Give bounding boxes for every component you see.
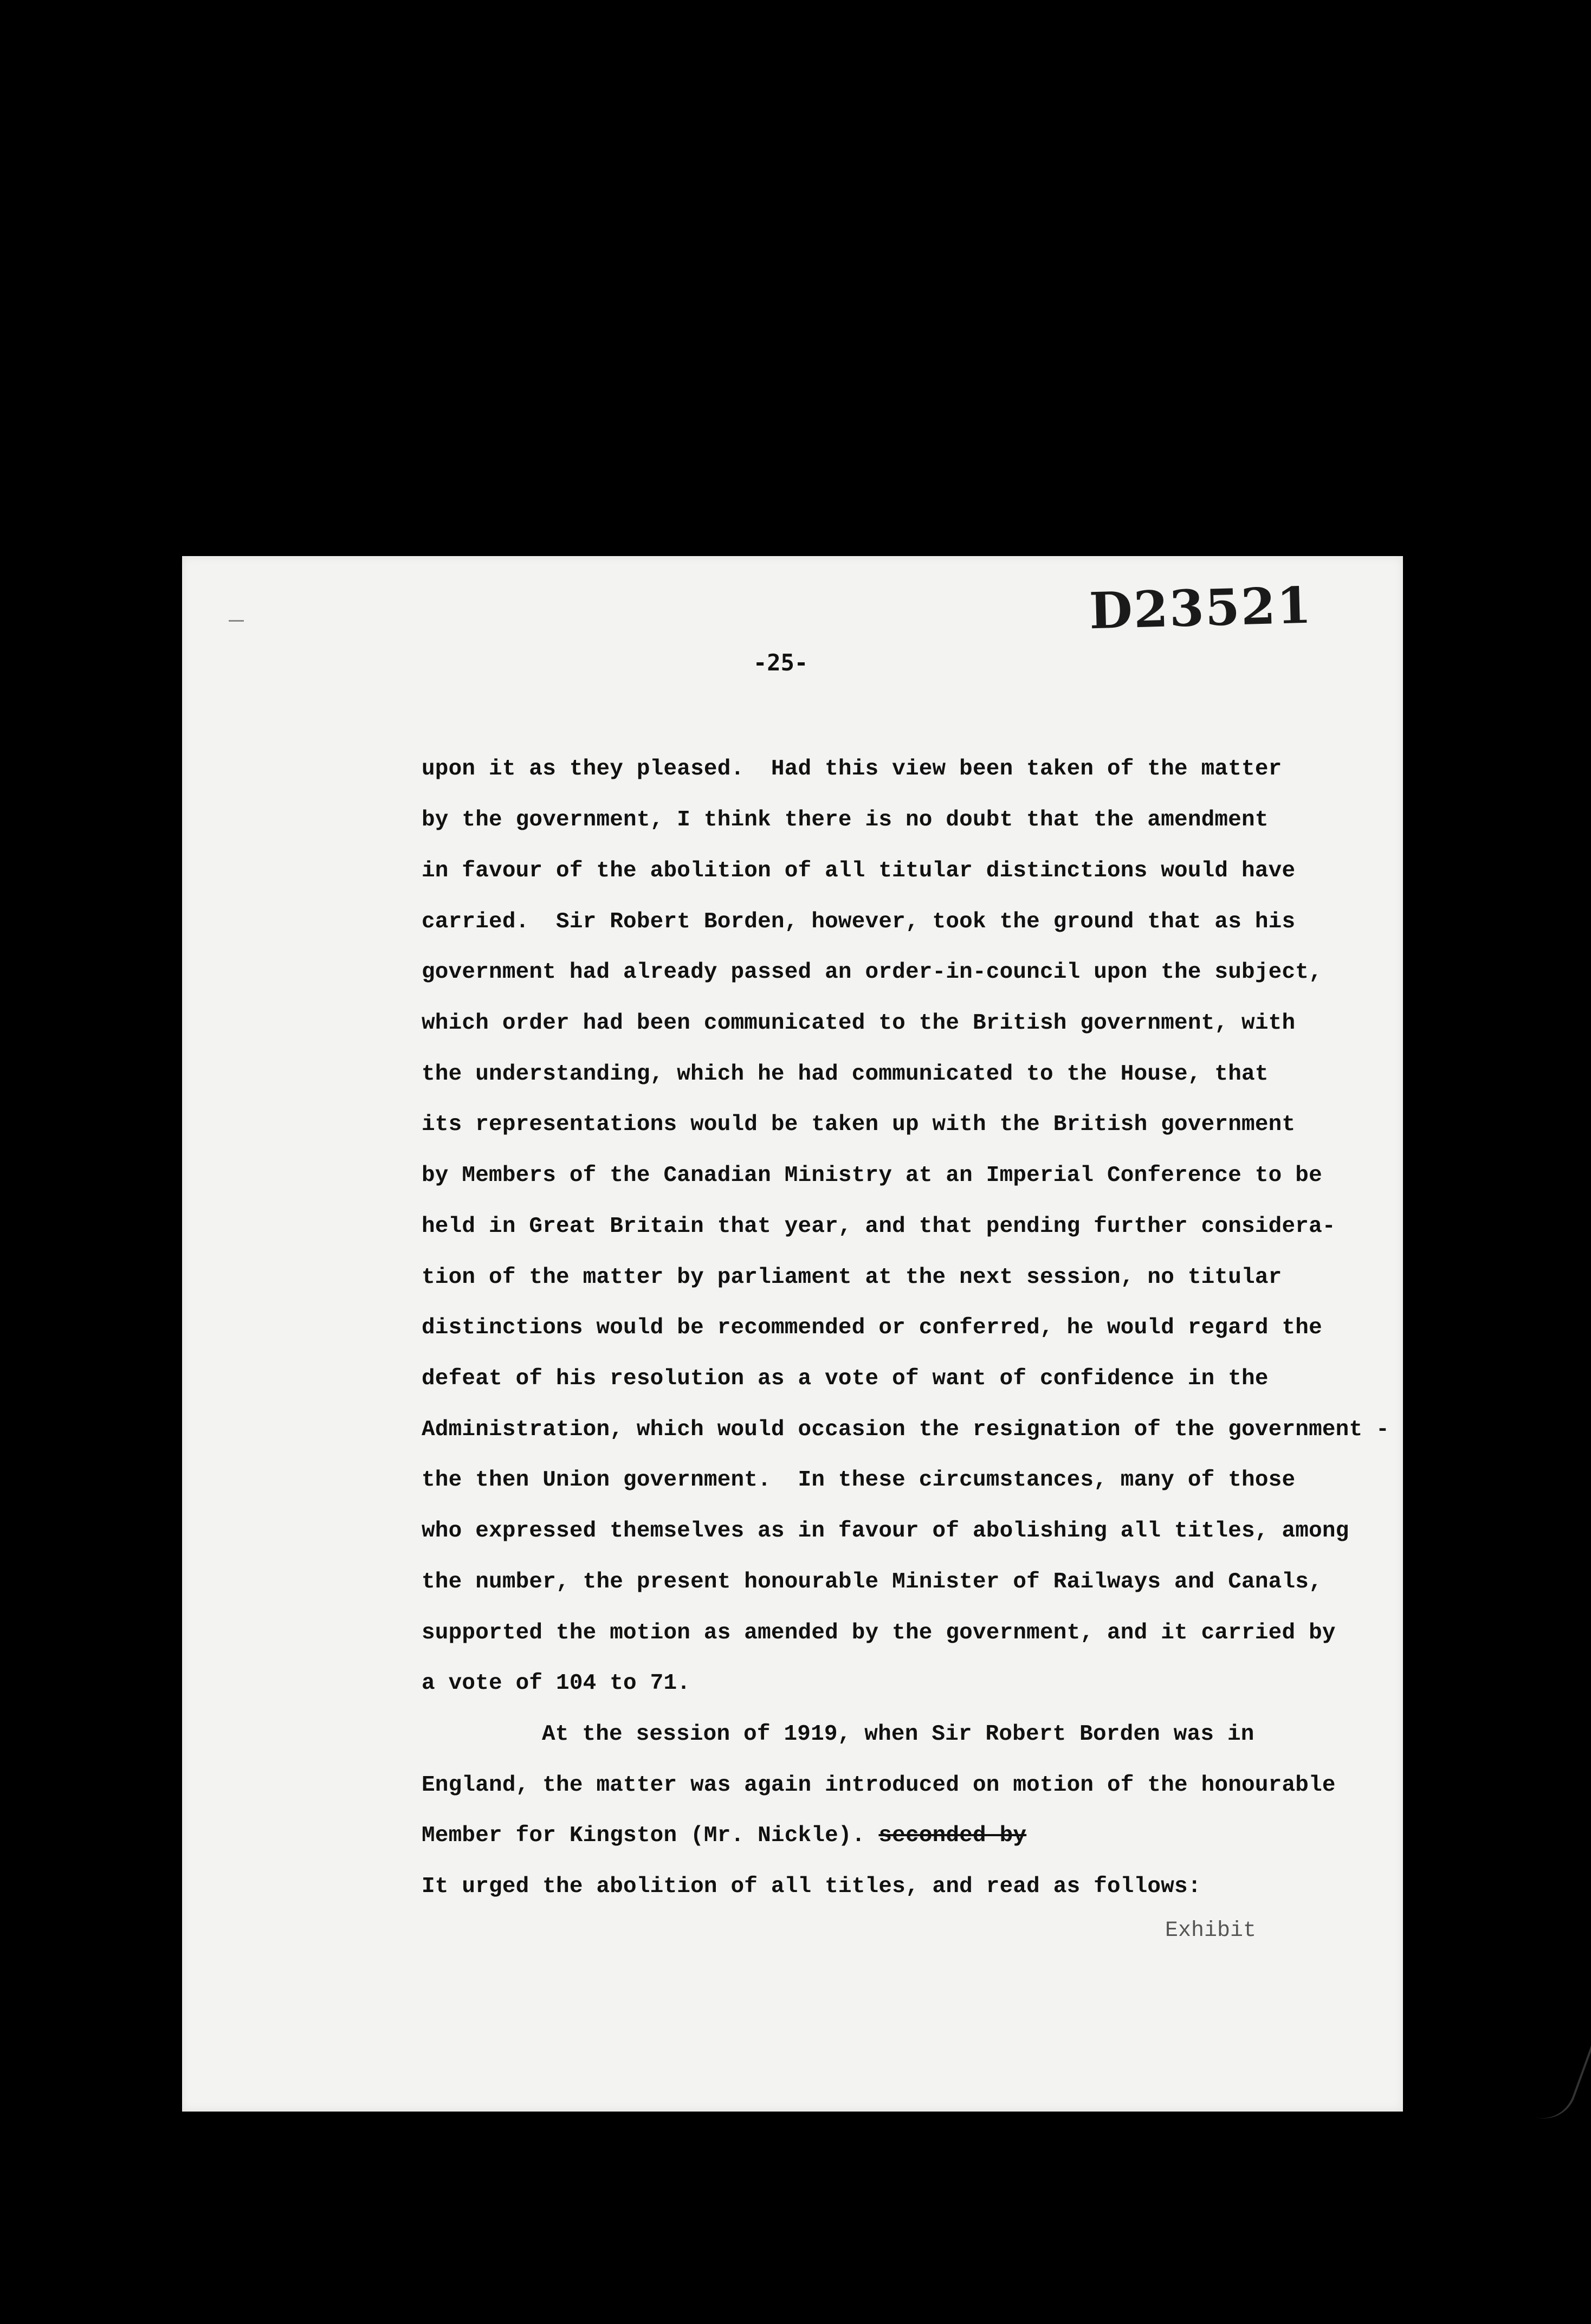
body-line: tion of the matter by parliament at the next session, no titular [422,1265,1282,1290]
body-line: carried. Sir Robert Borden, however, took the ground that as his [422,909,1296,934]
body-line: which order had been communicated to the British government, with [422,1011,1296,1036]
body-line: upon it as they pleased. Had this view been taken of the matter [422,757,1282,782]
film-edge-mark [1531,2024,1591,2127]
body-line: England, the matter was again introduced on motion of the honourable [422,1773,1336,1798]
body-line: distinctions would be recommended or conferred, he would regard the [422,1315,1322,1340]
body-line: who expressed themselves as in favour of abolishing all titles, among [422,1519,1349,1544]
body-line: a vote of 104 to 71. [422,1671,691,1696]
body-line: by the government, I think there is no doubt that the amendment [422,808,1269,832]
body-line: in favour of the abolition of all titular distinctions would have [422,858,1296,883]
body-line: supported the motion as amended by the government, and it carried by [422,1621,1336,1645]
archive-stamp: D23521 [1088,576,1314,641]
body-line: government had already passed an order-in-council upon the subject, [422,960,1322,985]
page-number: -25- [753,649,809,676]
body-line: At the session of 1919, when Sir Robert Borden was in [542,1722,1254,1747]
body-line: Administration, which would occasion the resignation of the government - [422,1417,1389,1442]
body-line: defeat of his resolution as a vote of want of confidence in the [422,1366,1269,1391]
margin-mark [229,620,244,622]
body-line: its representations would be taken up with the British government [422,1112,1296,1137]
body-line: the number, the present honourable Minister of Railways and Canals, [422,1570,1322,1594]
body-line-text: Member for Kingston (Mr. Nickle). [422,1823,865,1848]
body-line: the then Union government. In these circumstances, many of those [422,1468,1296,1493]
body-line: It urged the abolition of all titles, and read as follows: [422,1874,1201,1899]
body-line: by Members of the Canadian Ministry at an Imperial Conference to be [422,1163,1322,1188]
body-line [422,1823,1026,1848]
body-line: held in Great Britain that year, and that pending further considera- [422,1214,1336,1239]
footer-note: Exhibit [1165,1919,1257,1943]
body-line: the understanding, which he had communicated to the House, that [422,1062,1269,1087]
struck-text: seconded by [878,1823,1027,1848]
